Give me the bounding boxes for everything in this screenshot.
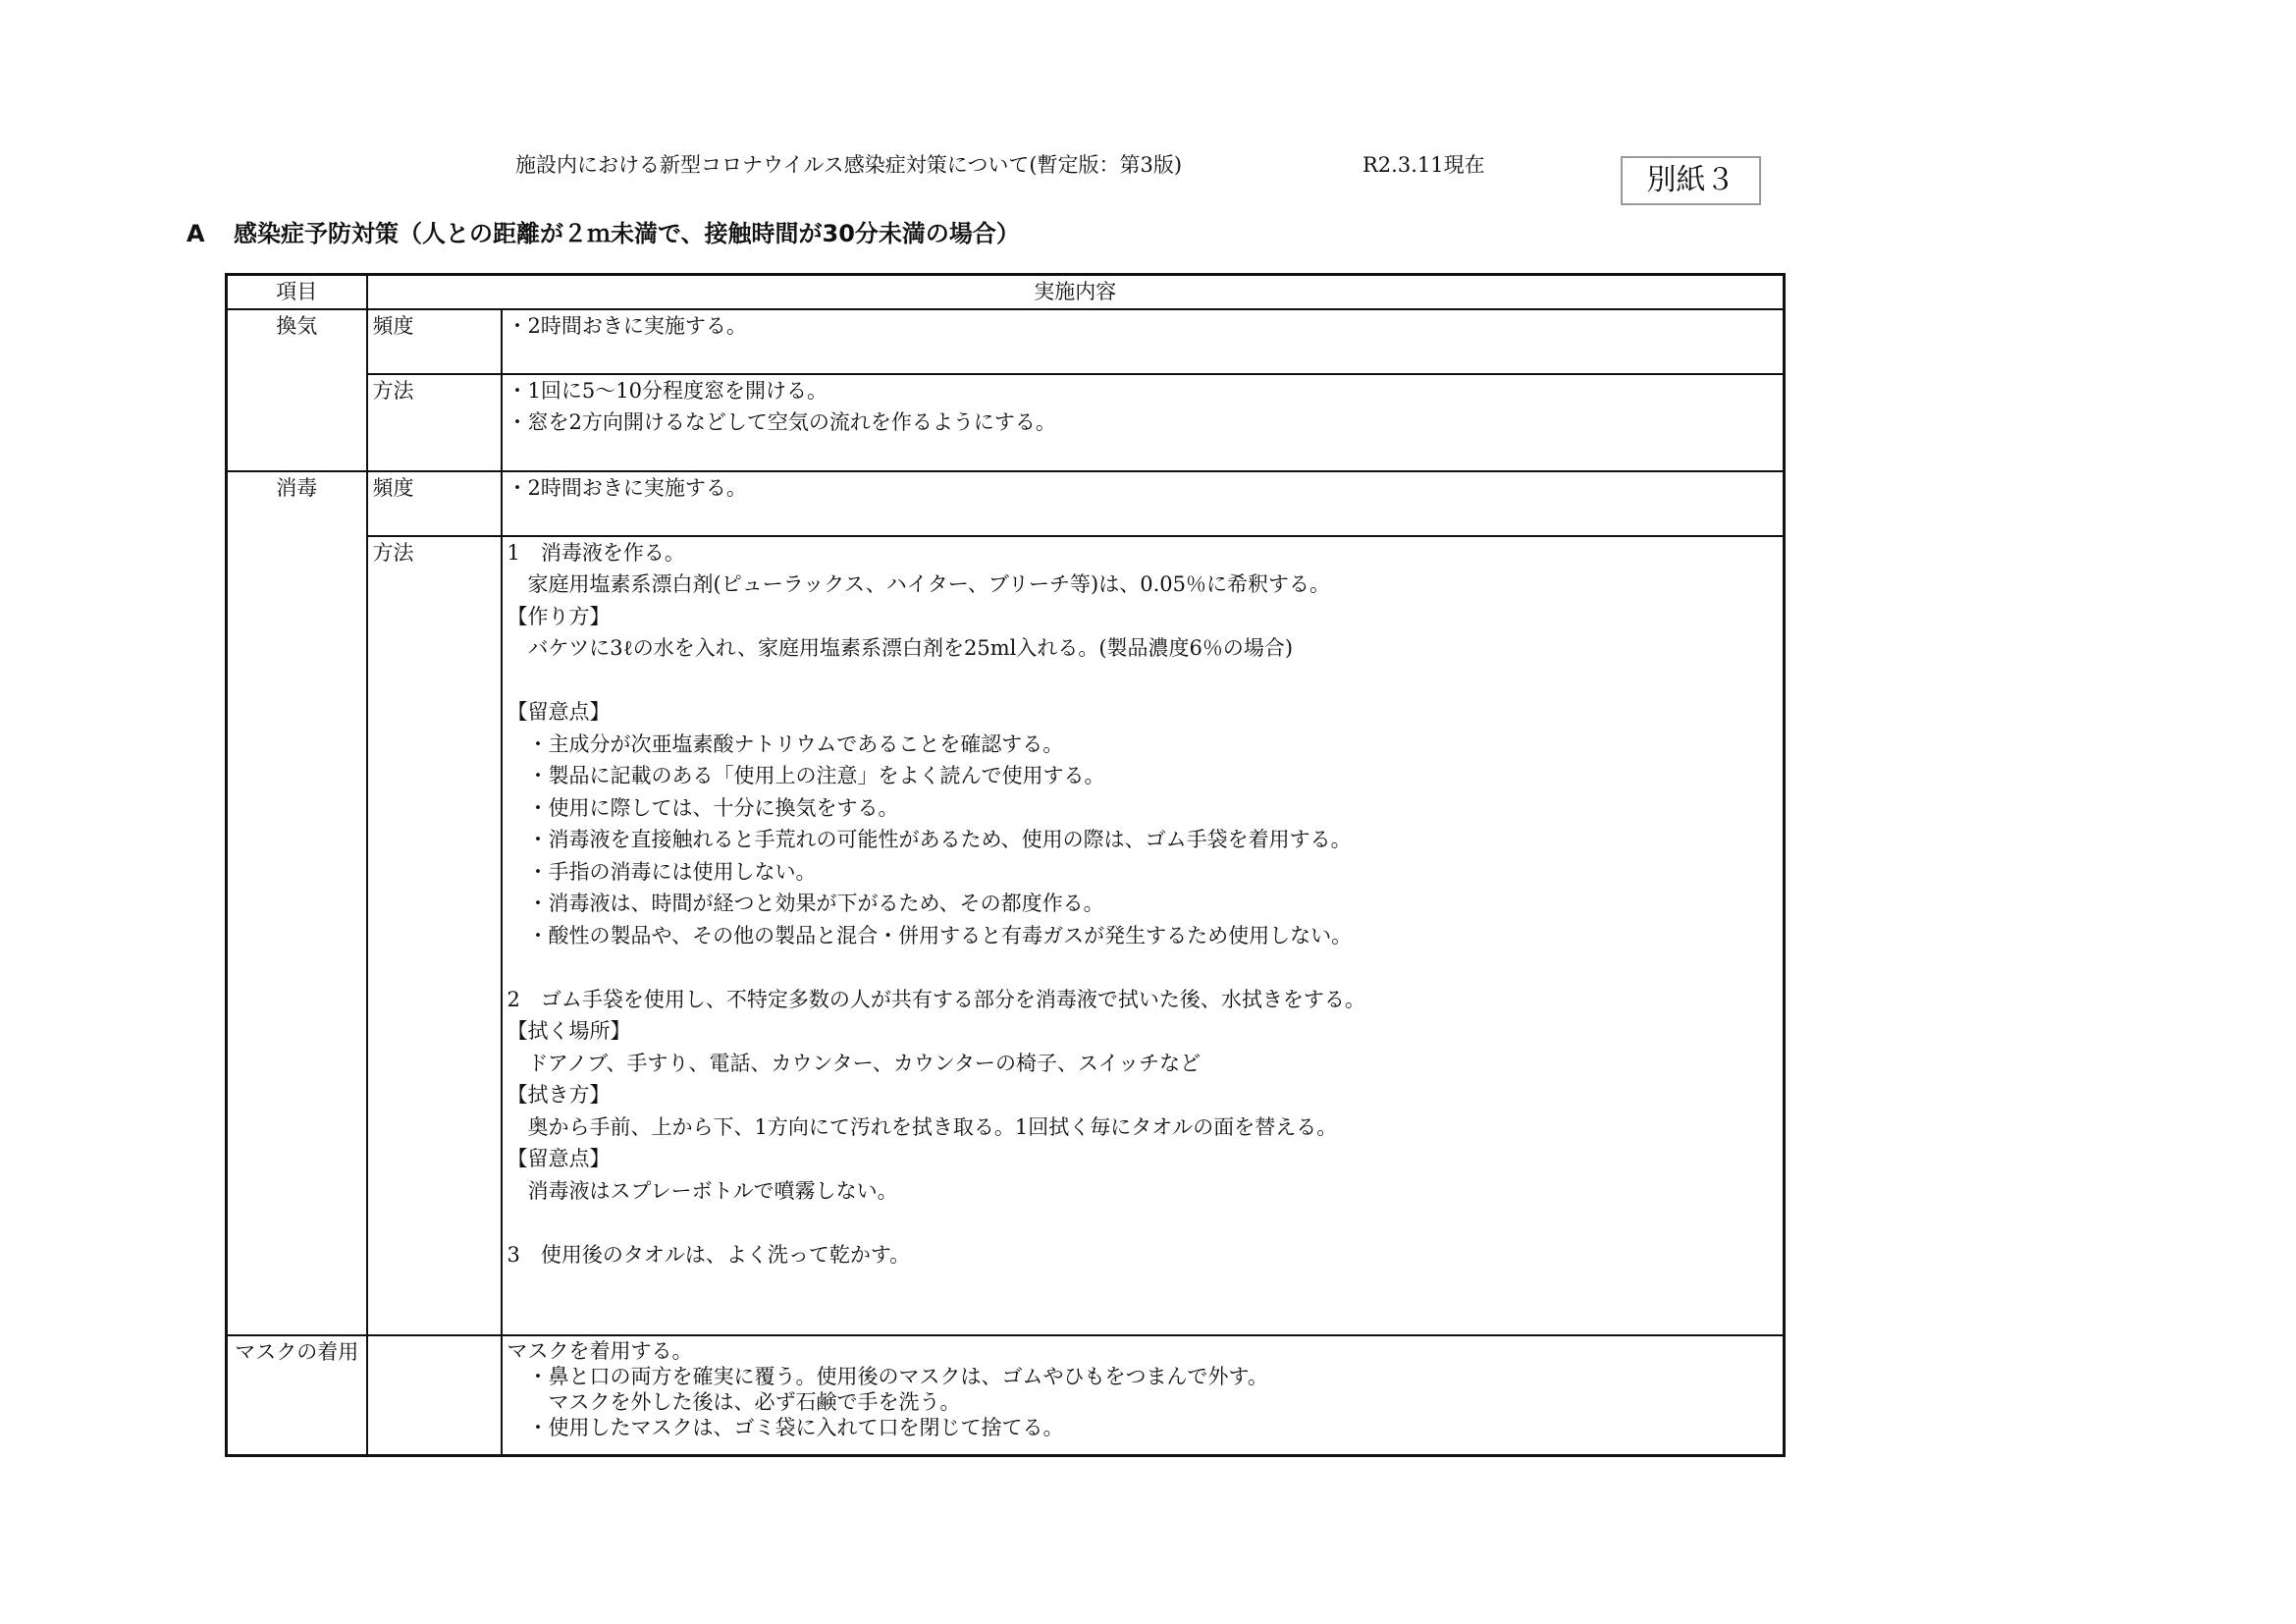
content-line: ・鼻と口の両方を確実に覆う。使用後のマスクは、ゴムやひもをつまんで外す。 — [507, 1364, 1268, 1388]
content-line: ・1回に5～10分程度窓を開ける。 — [507, 378, 828, 403]
table-header-row — [227, 275, 1785, 309]
content-line: ・2時間おきに実施する。 — [507, 313, 747, 338]
section-letter: A — [187, 220, 205, 247]
disinfection-frequency-content — [502, 471, 1785, 536]
document-date: R2.3.11現在 — [1362, 153, 1485, 177]
content-line: 1 消毒液を作る。 — [507, 540, 685, 565]
content-line: ・酸性の製品や、その他の製品と混合・併用すると有毒ガスが発生するため使用しない。 — [507, 923, 1353, 947]
appendix-label: 別紙３ — [1621, 156, 1761, 205]
content-line: 【留意点】 — [507, 1147, 611, 1170]
header-content: 実施内容 — [367, 275, 1785, 309]
content-line: ・窓を2方向開けるなどして空気の流れを作るようにする。 — [507, 410, 1056, 434]
header-item: 項目 — [227, 275, 367, 309]
blank-line — [507, 665, 1779, 697]
content-line: ・2時間おきに実施する。 — [507, 475, 747, 500]
ventilation-frequency-content — [502, 309, 1785, 374]
sub-label-frequency: 頻度 — [367, 309, 502, 374]
content-line: ・主成分が次亜塩素酸ナトリウムであることを確認する。 — [507, 731, 1064, 756]
blank-line — [507, 951, 1779, 984]
content-line: 【拭く場所】 — [507, 1019, 631, 1043]
content-line: マスクを着用する。 — [507, 1338, 693, 1363]
sub-label-method: 方法 — [367, 536, 502, 1335]
content-line: ・使用に際しては、十分に換気をする。 — [507, 795, 899, 820]
table-row — [227, 374, 1785, 471]
content-line: ・使用したマスクは、ゴミ袋に入れて口を閉じて捨てる。 — [507, 1415, 1064, 1439]
category-mask: マスクの着用 — [227, 1335, 367, 1456]
mask-content — [502, 1335, 1785, 1456]
sub-label-frequency: 頻度 — [367, 471, 502, 536]
content-line: ・製品に記載のある「使用上の注意」をよく読んで使用する。 — [507, 764, 1105, 787]
category-disinfection: 消毒 — [227, 471, 367, 1335]
content-line: マスクを外した後は、必ず石鹸で手を洗う。 — [507, 1389, 961, 1414]
measures-table — [225, 273, 1786, 1457]
table-row — [227, 1335, 1785, 1456]
content-line: ・手指の消毒には使用しない。 — [507, 859, 817, 884]
content-line: 2 ゴム手袋を使用し、不特定多数の人が共有する部分を消毒液で拭いた後、水拭きをする。 — [507, 987, 1365, 1011]
sub-label-method: 方法 — [367, 374, 502, 471]
content-line: 家庭用塩素系漂白剤(ピューラックス、ハイター、ブリーチ等)は、0.05％に希釈する。 — [507, 572, 1330, 596]
table-row — [227, 471, 1785, 536]
content-line: 消毒液はスプレーボトルで噴霧しない。 — [507, 1178, 898, 1203]
content-line: 【拭き方】 — [507, 1083, 611, 1107]
document-title: 施設内における新型コロナウイルス感染症対策について(暫定版：第3版) — [515, 153, 1183, 177]
ventilation-method-content — [502, 374, 1785, 471]
mask-sub-label-empty — [367, 1335, 502, 1456]
content-line: 【留意点】 — [507, 700, 611, 724]
content-line: 奥から手前、上から下、1方向にて汚れを拭き取る。1回拭く毎にタオルの面を替える。 — [507, 1114, 1338, 1139]
content-line: ・消毒液を直接触れると手荒れの可能性があるため、使用の際は、ゴム手袋を着用する。 — [507, 828, 1352, 851]
table-row — [227, 536, 1785, 1335]
content-line: 【作り方】 — [507, 604, 611, 628]
content-line: バケツに3ℓの水を入れ、家庭用塩素系漂白剤を25ml入れる。(製品濃度6％の場合) — [507, 636, 1294, 660]
section-heading-text: 感染症予防対策（人との距離が２ｍ未満で、接触時間が30分未満の場合） — [234, 220, 1020, 247]
content-line: 3 使用後のタオルは、よく洗って乾かす。 — [507, 1242, 911, 1267]
category-ventilation: 換気 — [227, 309, 367, 471]
content-line: ドアノブ、手すり、電話、カウンター、カウンターの椅子、スイッチなど — [507, 1051, 1201, 1075]
table-row — [227, 309, 1785, 374]
content-line: ・消毒液は、時間が経つと効果が下がるため、その都度作る。 — [507, 892, 1104, 915]
disinfection-method-content — [502, 536, 1785, 1335]
section-heading — [187, 214, 1020, 248]
blank-line — [507, 1207, 1779, 1239]
